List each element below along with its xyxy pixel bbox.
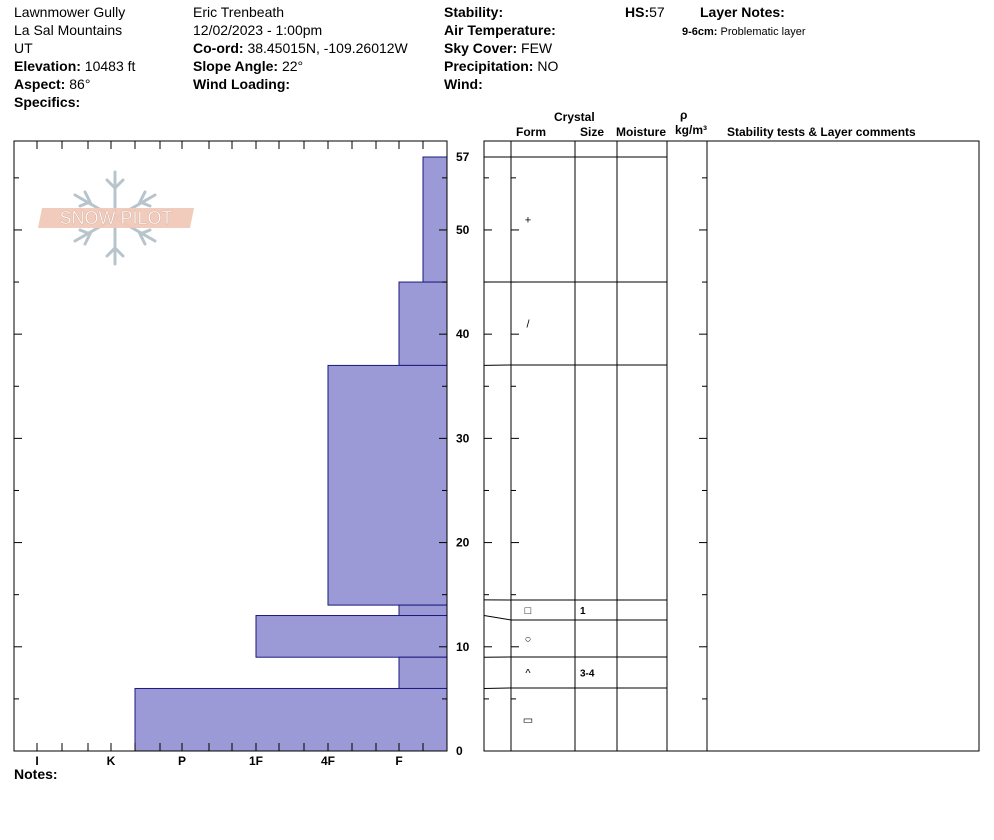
grain-form: + (524, 214, 532, 227)
hardness-bars (135, 157, 447, 751)
slope-label: Slope Angle: (193, 58, 279, 74)
coord-label: Co-ord: (193, 40, 244, 56)
depth-tick-label: 57 (456, 150, 470, 164)
hardness-bar (256, 616, 447, 658)
depth-tick-label: 40 (456, 327, 470, 342)
hs-label: HS: (625, 4, 650, 20)
rho-header: ρ (680, 108, 688, 122)
hardness-tick-label: 4F (320, 754, 336, 768)
notes-label: Notes: (14, 766, 58, 782)
layer-table (484, 141, 979, 751)
hardness-tick-label: 1F (248, 754, 264, 768)
specifics-label: Specifics: (14, 94, 81, 110)
elevation-label: Elevation: (14, 58, 81, 74)
hardness-tick-label: F (395, 754, 403, 768)
moisture-header: Moisture (616, 125, 667, 139)
location-name: Lawnmower Gully (14, 4, 126, 20)
grain-size: 3-4 (580, 668, 595, 680)
depth-tick-label: 30 (456, 431, 470, 446)
layer-connector (484, 616, 511, 620)
observation-datetime: 12/02/2023 - 1:00pm (193, 22, 323, 38)
elevation-value: 10483 ft (84, 58, 136, 74)
observer-name: Eric Trenbeath (193, 4, 285, 20)
slope-value: 22° (281, 58, 304, 74)
hardness-tick-label: I (35, 754, 39, 768)
depth-tick-label: 20 (456, 535, 470, 550)
sky-cover-label: Sky Cover: (444, 40, 518, 56)
form-header: Form (516, 125, 546, 139)
size-header: Size (580, 125, 605, 139)
layer-note-text: Problematic layer (720, 26, 806, 38)
hardness-bar (135, 688, 447, 751)
aspect-value: 86° (69, 76, 91, 92)
precipitation-value: NO (537, 58, 559, 74)
comments-header: Stability tests & Layer comments (727, 125, 916, 139)
density-unit-header: kg/m³ (675, 123, 708, 137)
state: UT (14, 40, 33, 56)
hardness-bar (328, 365, 447, 605)
hs-value: 57 (649, 4, 665, 20)
hardness-bar (423, 157, 447, 282)
depth-tick-label: 0 (456, 744, 463, 758)
hardness-tick-label: P (177, 754, 187, 768)
wind-loading-label: Wind Loading: (193, 76, 291, 92)
sky-cover-value: FEW (521, 40, 553, 56)
depth-tick-label: 10 (456, 639, 470, 654)
depth-tick-label: 50 (456, 222, 470, 237)
grain-form: ○ (524, 633, 532, 646)
crystal-header: Crystal (554, 110, 595, 124)
hardness-bar (399, 605, 447, 615)
grain-form: / (526, 318, 530, 331)
aspect-label: Aspect: (14, 76, 66, 92)
grain-form: ^ (525, 667, 531, 680)
hardness-bar (399, 282, 447, 365)
mountain-range: La Sal Mountains (14, 22, 123, 38)
wind-label: Wind: (444, 76, 483, 92)
stability-label: Stability: (444, 4, 504, 20)
layer-notes-title: Layer Notes: (700, 4, 785, 20)
coord-value: 38.45015N, -109.26012W (247, 40, 408, 56)
hardness-bar (399, 657, 447, 688)
layer-note-range: 9-6cm: (682, 26, 718, 38)
grain-form: ▭ (522, 714, 534, 727)
svg-text:SNOW PILOT: SNOW PILOT (59, 208, 173, 228)
precipitation-label: Precipitation: (444, 58, 534, 74)
hardness-tick-label: K (106, 754, 116, 768)
grain-form: □ (524, 605, 532, 617)
air-temp-label: Air Temperature: (444, 22, 556, 38)
table-frame (484, 141, 979, 751)
grain-size: 1 (580, 606, 586, 617)
